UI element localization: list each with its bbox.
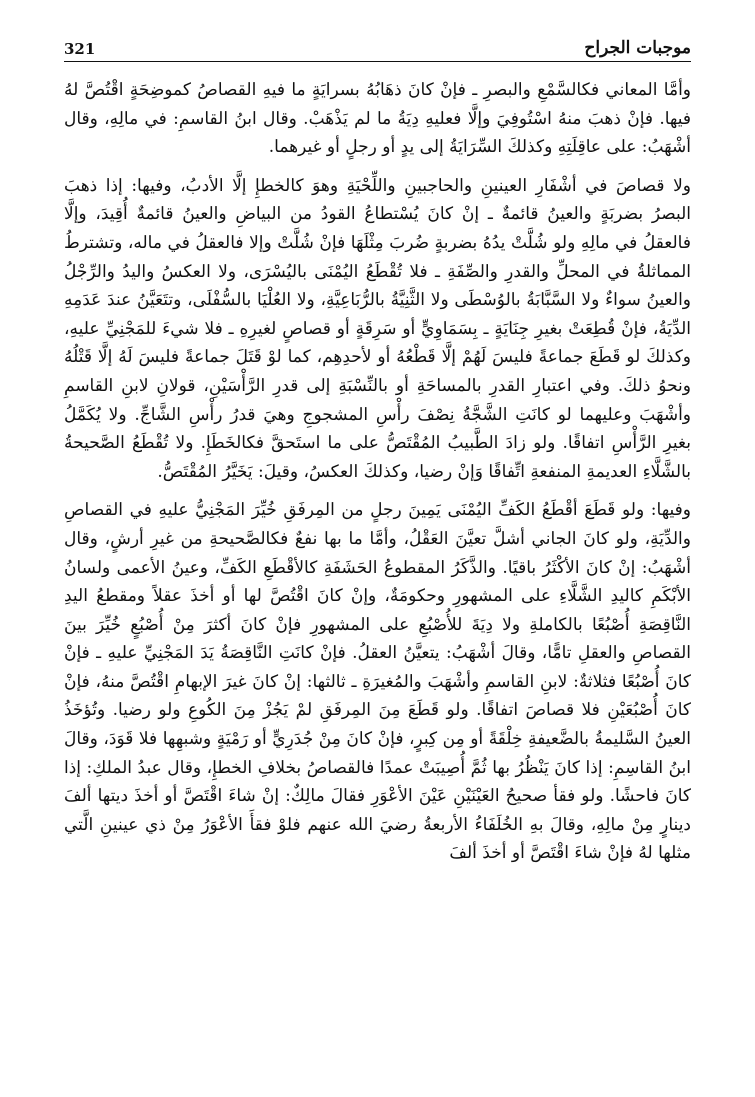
running-title: موجبات الجراح — [584, 38, 691, 58]
paragraph: وفيها: ولو قَطَعَ أقْطَعُ الكَفِّ اليُمْنَى يَمِينَ رجلٍ من المِرفَقِ خُيِّرَ المَجْنِيُّ عليهِ في القصاصِ والدِّيَةِ، ولو كانَ الجاني أشلَّ تعيَّنَ العَقْلُ، وأمَّا ما بها نفعٌ فكالصَّحيحةِ من غيرِ أرشٍ، وقال أشْهَبُ: إنْ كانَ الأكْثَرُ باقيًا. والذَّكَرُ المقطوعُ الحَشَفَةِ كالأقْطَعِ الكَفِّ، وعينُ الأعمى ولسانُ الأبْكَمِ كاليدِ الشَّلَّاءِ على المشهورِ وحكومَةٌ، وإنْ كانَ اقْتُصَّ لها أو أخذَ عقلاً ومقطعُ اليدِ النَّاقِصَةِ أُصْبُعًا بالكاملةِ ولا دِيَةَ للأُصْبُعِ على المشهورِ فإنْ كانَ أكثرَ مِنْ أُصْبُعٍ خُيِّرَ بينَ القصاصِ والعقلِ تامًّا، وقالَ أشْهَبُ: يتعيَّنُ العقلُ. فإنْ كانَتِ النَّاقِصَةُ يَدَ المَجْنِيِّ عليهِ ـ فإنْ كانَ أُصْبُعًا فثلاثةٌ: لابنِ القاسمِ وأشْهَبَ والمُغيرَةِ ـ ثالثها: إنْ كانَ غيرَ الإبهامِ اقْتُصَّ منهُ، فإنْ كانَ أُصْبُعَيْنِ فلا قصاصَ اتفاقًا. ولو قَطَعَ مِنَ المِرفَقِ لمْ يَجُزْ مِنَ الكُوعِ ولو رضيا. وتُؤخَذُ العينُ السَّليمةُ بالضَّعيفةِ خِلْقَةً أو مِن كِبرٍ، فإنْ كانَ مِنْ جُدَرِيٍّ أو رَمْيَةٍ وشبهِها فلا قَوَدَ، وقالَ ابنُ القاسِمِ: إذا كانَ يَنْظُرُ بها ثُمَّ أُصِيبَتْ عمدًا فالقصاصُ بخلافِ الخطإِ، وقال عبدُ الملكِ: إذا كانَ فاحشًا. ولو فقأ صحيحُ العَيْنَيْنِ عَيْنَ الأعْوَرِ فقالَ مالِكٌ: إنْ شاءَ اقْتَصَّ أو أخذَ ديتها ألفَ دينارٍ مِنْ مالِهِ، وقالَ بهِ الخُلَفَاءُ الأربعةُ رضيَ الله عنهم فلوْ فقأَ الأعْوَرُ مِنْ ذي عينينِ الَّتي مثلها لهُ فإنْ شاءَ اقْتَصَّ أو أخذَ ألفَ — [64, 500, 691, 864]
page-number: 321 — [64, 40, 96, 58]
page-header — [64, 32, 691, 62]
paragraph: وأمَّا المعاني فكالسَّمْعِ والبصرِ ـ فإنْ كانَ ذهَابُهُ بسرايَةٍ ما فيهِ القصاصُ كموضِحَةٍ اقْتُصَّ لهُ فيها. فإنْ ذهبَ منهُ اسْتُوفِيَ وإلَّا فعليهِ دِيَةُ ما لم يَذْهَبْ. وقال ابنُ القاسمِ: في مالِهِ، وقال أشْهَبُ: على عاقِلَتِهِ وكذلكَ السِّرَايَةُ إلى يدٍ أو رجلٍ أو غيرهما. — [64, 80, 691, 158]
body-text — [64, 76, 691, 868]
paragraph: ولا قصاصَ في أشْفَارِ العينينِ والحاجبينِ واللِّحْيَةِ وهوَ كالخطإِ إلَّا الأدبُ، وفيها: إذا ذهبَ البصرُ بضربَةٍ والعينُ قائمةٌ ـ إنْ كانَ يُسْتطاعُ القودُ من البياضِ والعينُ قائمةٌ أُقِيدَ، وإلَّا فالعقلُ في مالِهِ ولو شُلَّتْ يدُهُ بضربةٍ ضُربَ مِثْلَهَا فإنْ شُلَّتْ وإلا فالعقلُ في ماله، وتشترطُ المماثلةُ في المحلِّ والقدرِ والصِّفَةِ ـ فلا تُقْطَعُ اليُمْنَى باليُسْرَى، ولا العكسُ واليدُ والرِّجْلُ والعينُ سواءٌ ولا السَّبَّابَةُ بالوُسْطَى ولا الثَّنِيَّةُ بالرُّبَاعِيَّةِ، ولا العُلْيَا بالسُّفْلَى، وتتَعَيَّنُ عندَ عَدَمِهِ الدِّيَةُ، فإنْ قُطِعَتْ بغيرِ جِنَايَةٍ ـ بِسَمَاوِيٍّ أو سَرِقَةٍ أو قصاصٍ لغيرِهِ ـ فلا شيءَ للمَجْنِيِّ عليهِ، وكذلكَ لو قَطَعَ جماعةً فليسَ لَهُمْ إلَّا قَطْعُهُ أو لأحدِهِم، كما لوْ قَتَلَ جماعةً فليسَ لَهُ إلَّا قَتْلُهُ ونحوُ ذلكَ. وفي اعتبارِ القدرِ بالمساحَةِ أو بالنِّسْبَةِ إلى قدرِ الرَّأْسَيْنِ، قولانِ لابنِ القاسمِ وأشْهَبَ وعليهما لو كانَتِ الشَّجَّةُ نِصْفَ رأْسِ المشجوجِ وهيَ قدرُ رأْسِ الشَّاجِّ. ولا يُكَمَّلُ بغيرِ الرَّأْسِ اتفاقًا. ولو زادَ الطَّبيبُ المُقْتَصُّ على ما استَحقَّ فكالخَطَإِ. ولا تُقْطَعُ الصَّحيحةُ بالشَّلَّاءِ العديمةِ المنفعةِ اتِّفاقًا وَإنْ رضيا، وكذلكَ العكسُ، وقيلَ: يَخَيَّرُ المُقْتَصُّ. — [64, 175, 691, 482]
